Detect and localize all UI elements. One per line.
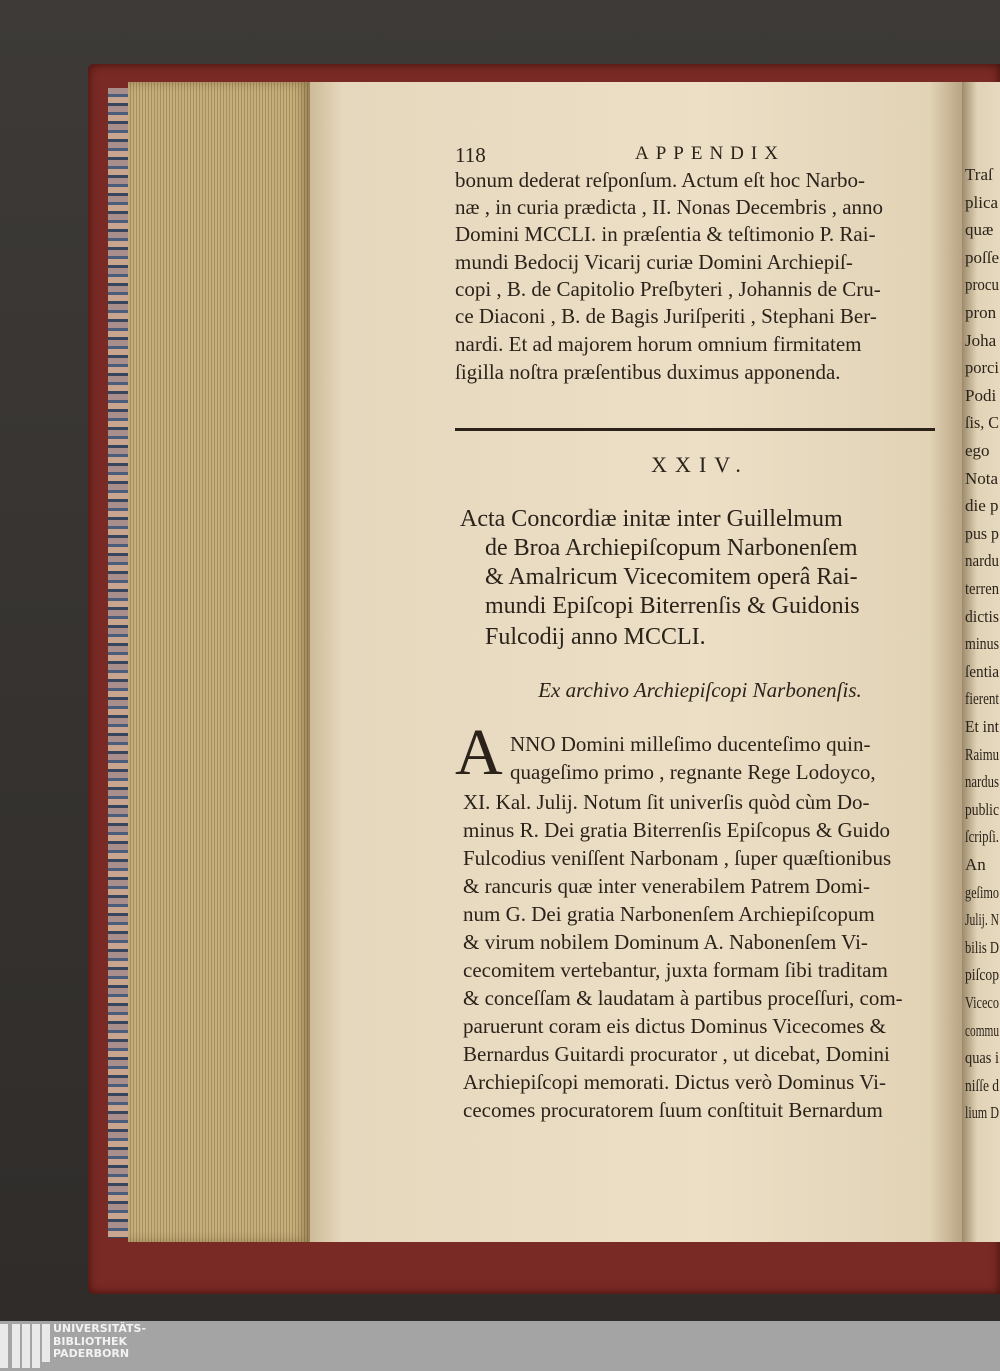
facing-text-line: nardus [965, 772, 1000, 792]
footer-bar [0, 1321, 1000, 1371]
page-number: 118 [455, 143, 486, 167]
facing-text-line: quas i [965, 1048, 999, 1068]
text-line: NNO Domini milleſimo ducenteſimo quin- [510, 732, 871, 756]
marbled-edge [108, 88, 128, 1238]
text-line: cecomes procuratorem ſuum conſtituit Bernardum [463, 1098, 883, 1122]
facing-text-line: Nota [965, 468, 999, 488]
facing-text-line: piſcop [965, 965, 999, 985]
facing-text-line: porci [965, 358, 1000, 378]
text-line: & virum nobilem Dominum A. Nabonenſem Vi- [463, 930, 868, 954]
title-line: de Broa Archiepiſcopum Narbonenſem [485, 535, 858, 561]
facing-text-line: ſcripſi. [965, 827, 999, 847]
text-line: ſigilla noſtra præſentibus duximus apponenda. [455, 360, 841, 384]
facing-text-line: public [965, 799, 999, 819]
facing-text-line: An [965, 855, 986, 874]
title-line: Fulcodij anno MCCLI. [485, 624, 706, 650]
facing-text-line: plica [965, 192, 999, 212]
text-line: & conceſſam & laudatam à partibus proceſſuri, com- [463, 986, 903, 1010]
logo-line: PADERBORN [53, 1347, 130, 1360]
running-head: APPENDIX [635, 143, 785, 164]
facing-text-line: commu [965, 1020, 1000, 1040]
facing-text-line: terren [965, 579, 999, 598]
facing-text-line: poſſe [965, 247, 999, 267]
facing-text-line: Et int [965, 717, 999, 736]
drop-cap: A [455, 716, 503, 789]
facing-text-line: pus p [965, 523, 999, 543]
facing-text-line: pron [965, 303, 997, 322]
facing-text-line: minus [965, 634, 999, 654]
facing-text-line: dictis [965, 606, 999, 626]
page-block-edges [128, 82, 310, 1242]
text-line: paruerunt coram eis dictus Dominus Vicecomes & [463, 1014, 886, 1038]
text-line: copi , B. de Capitolio Preſbyteri , Johannis de Cru- [455, 277, 881, 301]
logo-line: UNIVERSITÄTS- [53, 1322, 147, 1335]
facing-text-line: Joha [965, 330, 997, 350]
text-line: quageſimo primo , regnante Rege Lodoyco, [510, 760, 876, 784]
text-line: cecomitem vertebantur, juxta formam ſibi traditam [463, 958, 888, 982]
facing-text-line: lium D [965, 1103, 999, 1123]
text-line: Domini MCCLI. in præſentia & teſtimonio P. Rai- [455, 222, 876, 246]
section-divider [455, 428, 935, 431]
text-line: Bernardus Guitardi procurator , ut dicebat, Domini [463, 1042, 890, 1066]
facing-text-line: bilis D [965, 937, 1000, 957]
facing-text-line: procu [965, 275, 999, 295]
source-note: Ex archivo Archiepiſcopi Narbonenſis. [538, 678, 862, 702]
text-line: minus R. Dei gratia Biterrenſis Epiſcopus & Guido [463, 818, 890, 842]
facing-text-line: fierent [965, 689, 1000, 709]
facing-text-line: nardu [965, 551, 999, 571]
facing-text-line: Traſ [965, 165, 993, 184]
facing-text-line: Raimu [965, 744, 999, 764]
facing-text-line: Julij. N [965, 910, 1000, 930]
facing-text-line: die p [965, 496, 999, 516]
title-line: Acta Concordiæ initæ inter Guillelmum [460, 506, 843, 532]
text-line: num G. Dei gratia Narbonenſem Archiepiſcopum [463, 902, 875, 926]
title-line: mundi Epiſcopi Biterrenſis & Guidonis [485, 593, 860, 619]
text-line: næ , in curia prædicta , II. Nonas Decembris , anno [455, 195, 884, 219]
facing-text-line: ſentia [965, 661, 1000, 681]
logo-line: BIBLIOTHEK [53, 1334, 128, 1348]
text-line: mundi Bedocij Vicarij curiæ Domini Archiepiſ- [455, 250, 853, 274]
facing-text-line: niſſe d [965, 1075, 1000, 1095]
text-line: nardi. Et ad majorem horum omnium firmitatem [455, 332, 862, 356]
facing-text-line: Viceco [965, 993, 1000, 1012]
title-line: & Amalricum Vicecomitem operâ Rai- [485, 564, 858, 590]
text-line: Fulcodius veniſſent Narbonam , ſuper quæſtionibus [463, 846, 892, 870]
text-line: bonum dederat reſponſum. Actum eſt hoc Narbo- [455, 168, 865, 192]
text-line: Archiepiſcopi memorati. Dictus verò Dominus Vi- [463, 1070, 886, 1094]
facing-text-line: quæ [965, 220, 994, 240]
text-line: XI. Kal. Julij. Notum ſit univerſis quòd cùm Do- [463, 790, 870, 814]
facing-text-line: ſis, C [965, 413, 999, 433]
facing-text-line: geſimo [965, 882, 1000, 902]
section-number: XXIV. [651, 452, 749, 477]
text-line: & rancuris quæ inter venerabilem Patrem Domi- [463, 874, 871, 898]
facing-text-line: ego [965, 441, 990, 460]
library-logo-text [53, 1323, 146, 1361]
text-line: ce Diaconi , B. de Bagis Juriſperiti , Stephani Ber- [455, 304, 877, 328]
facing-text-line: Podi [965, 385, 997, 405]
